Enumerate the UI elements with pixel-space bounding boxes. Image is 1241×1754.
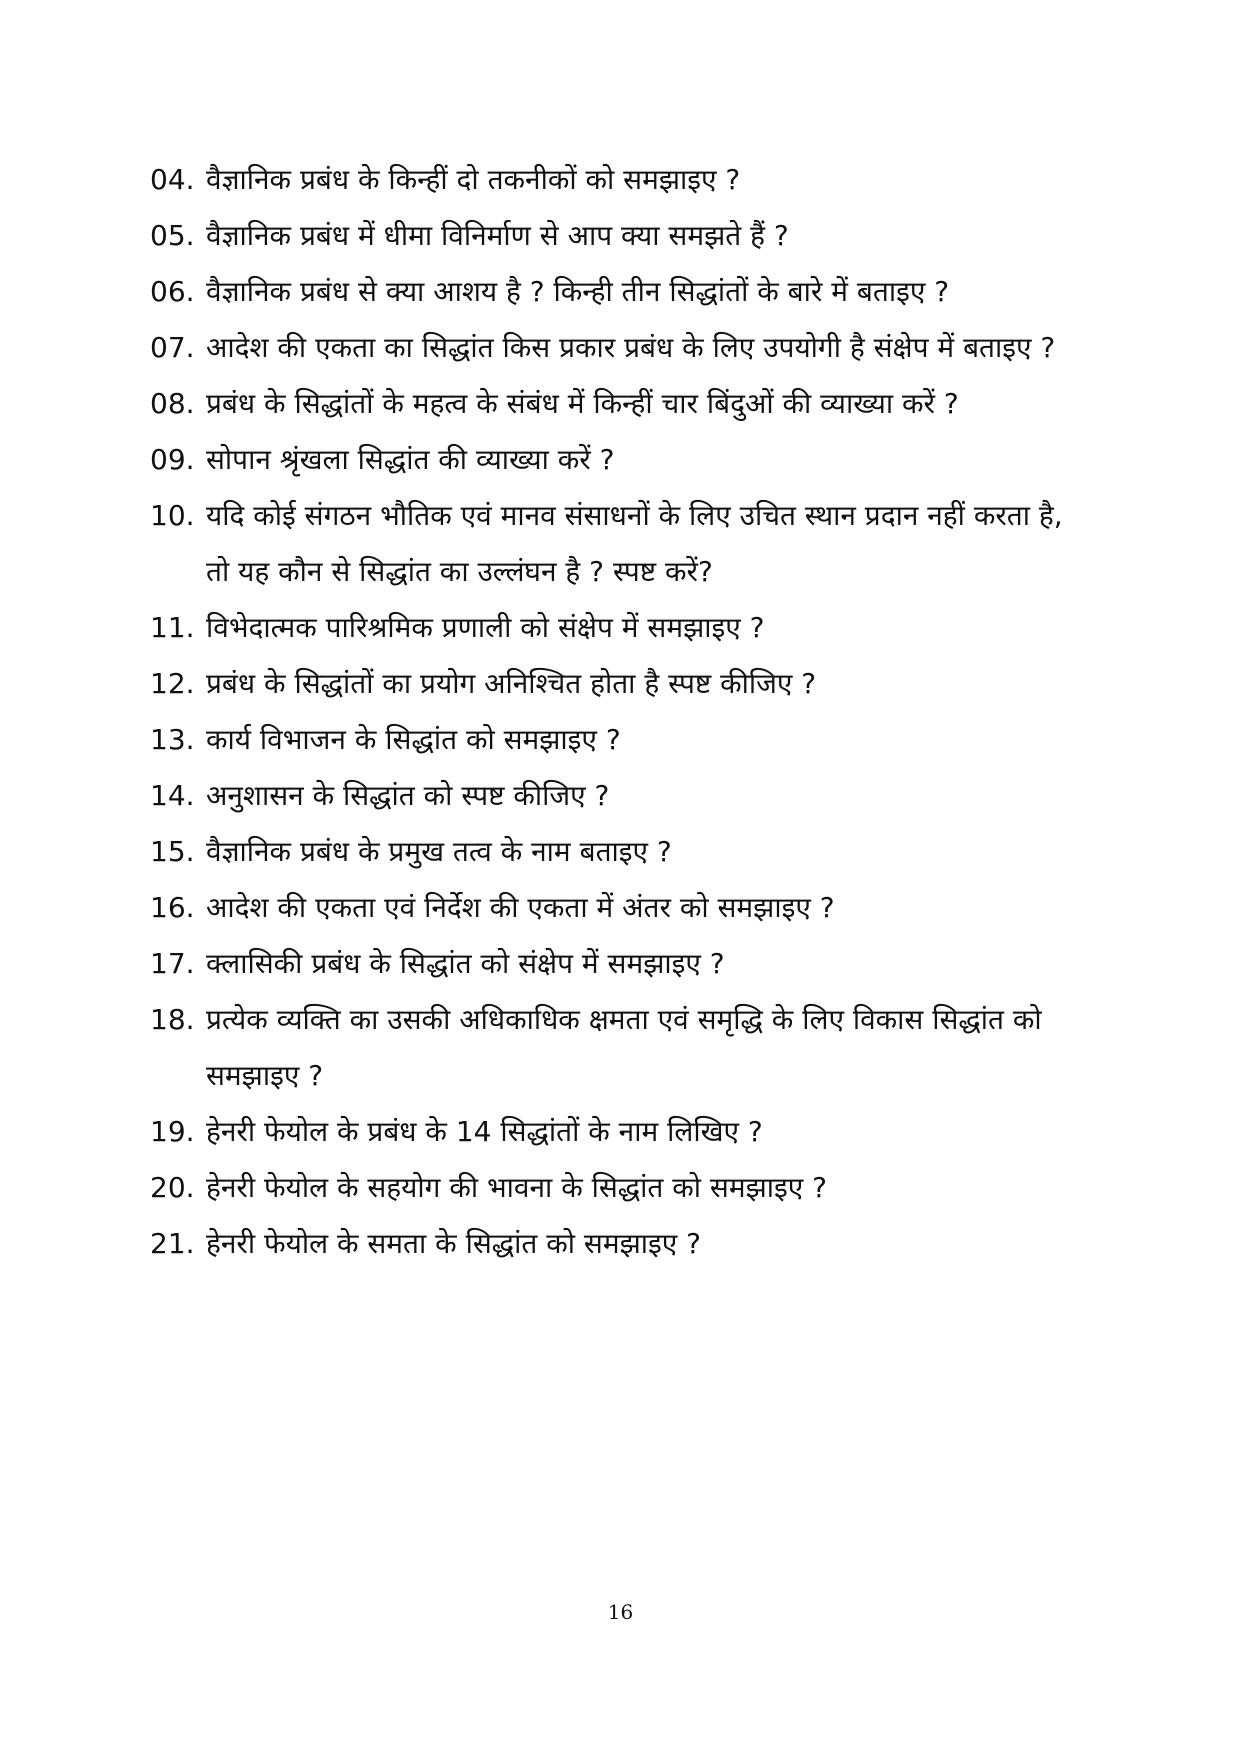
question-number: 16.: [150, 891, 195, 924]
question-text: आदेश की एकता एवं निर्देश की एकता में अंतर को समझाइए ?: [206, 891, 835, 924]
question-item: [150, 768, 1090, 824]
question-number: 06.: [150, 275, 195, 308]
question-text: वैज्ञानिक प्रबंध के प्रमुख तत्व के नाम बताइए ?: [206, 835, 672, 868]
question-item: [150, 320, 1090, 376]
question-item: [150, 936, 1090, 992]
question-item: [150, 824, 1090, 880]
question-number: 15.: [150, 835, 195, 868]
question-text: वैज्ञानिक प्रबंध के किन्हीं दो तकनीकों को समझाइए ?: [206, 163, 741, 196]
question-number: 11.: [150, 611, 195, 644]
question-item: [150, 1216, 1090, 1272]
question-item: [150, 152, 1090, 208]
question-item: [150, 264, 1090, 320]
question-item: [150, 1160, 1090, 1216]
question-number: 10.: [150, 499, 195, 532]
question-text: अनुशासन के सिद्धांत को स्पष्ट कीजिए ?: [206, 779, 610, 812]
question-number: 05.: [150, 219, 195, 252]
question-number: 19.: [150, 1115, 195, 1148]
question-text: कार्य विभाजन के सिद्धांत को समझाइए ?: [206, 723, 621, 756]
question-number: 20.: [150, 1171, 195, 1204]
question-text: विभेदात्मक पारिश्रमिक प्रणाली को संक्षेप में समझाइए ?: [206, 611, 765, 644]
question-text: यदि कोई संगठन भौतिक एवं मानव संसाधनों के लिए उचित स्थान प्रदान नहीं करता है, तो यह कौन से सिद्धांत का उल्लंघन है ? स्पष्ट करें?: [206, 499, 1063, 588]
question-text: सोपान श्रृंखला सिद्धांत की व्याख्या करें ?: [206, 443, 615, 476]
question-number: 17.: [150, 947, 195, 980]
question-number: 04.: [150, 163, 195, 196]
question-text: वैज्ञानिक प्रबंध में धीमा विनिर्माण से आप क्या समझते हैं ?: [206, 219, 789, 252]
question-item: [150, 208, 1090, 264]
question-item: [150, 600, 1090, 656]
question-text: हेनरी फेयोल के समता के सिद्धांत को समझाइए ?: [206, 1227, 701, 1260]
question-item: [150, 488, 1090, 600]
question-text: प्रबंध के सिद्धांतों के महत्व के संबंध में किन्हीं चार बिंदुओं की व्याख्या करें ?: [206, 387, 959, 420]
question-number: 12.: [150, 667, 195, 700]
question-number: 14.: [150, 779, 195, 812]
question-text: आदेश की एकता का सिद्धांत किस प्रकार प्रबंध के लिए उपयोगी है संक्षेप में बताइए ?: [206, 331, 1056, 364]
question-number: 07.: [150, 331, 195, 364]
question-item: [150, 1104, 1090, 1160]
question-item: [150, 376, 1090, 432]
question-item: [150, 880, 1090, 936]
question-text: वैज्ञानिक प्रबंध से क्या आशय है ? किन्ही तीन सिद्धांतों के बारे में बताइए ?: [206, 275, 950, 308]
question-item: [150, 712, 1090, 768]
question-number: 21.: [150, 1227, 195, 1260]
question-item: [150, 992, 1090, 1104]
question-number: 13.: [150, 723, 195, 756]
question-text: क्लासिकी प्रबंध के सिद्धांत को संक्षेप में समझाइए ?: [206, 947, 725, 980]
question-list: [150, 152, 1090, 1272]
question-item: [150, 656, 1090, 712]
question-text: हेनरी फेयोल के सहयोग की भावना के सिद्धांत को समझाइए ?: [206, 1171, 827, 1204]
page-number: 16: [607, 1600, 634, 1624]
question-number: 08.: [150, 387, 195, 420]
question-item: [150, 432, 1090, 488]
question-number: 09.: [150, 443, 195, 476]
question-text: प्रत्येक व्यक्ति का उसकी अधिकाधिक क्षमता एवं समृद्धि के लिए विकास सिद्धांत को समझाइए ?: [206, 1003, 1042, 1092]
question-text: प्रबंध के सिद्धांतों का प्रयोग अनिश्चित होता है स्पष्ट कीजिए ?: [206, 667, 817, 700]
question-text: हेनरी फेयोल के प्रबंध के 14 सिद्धांतों के नाम लिखिए ?: [206, 1115, 763, 1148]
question-number: 18.: [150, 1003, 195, 1036]
